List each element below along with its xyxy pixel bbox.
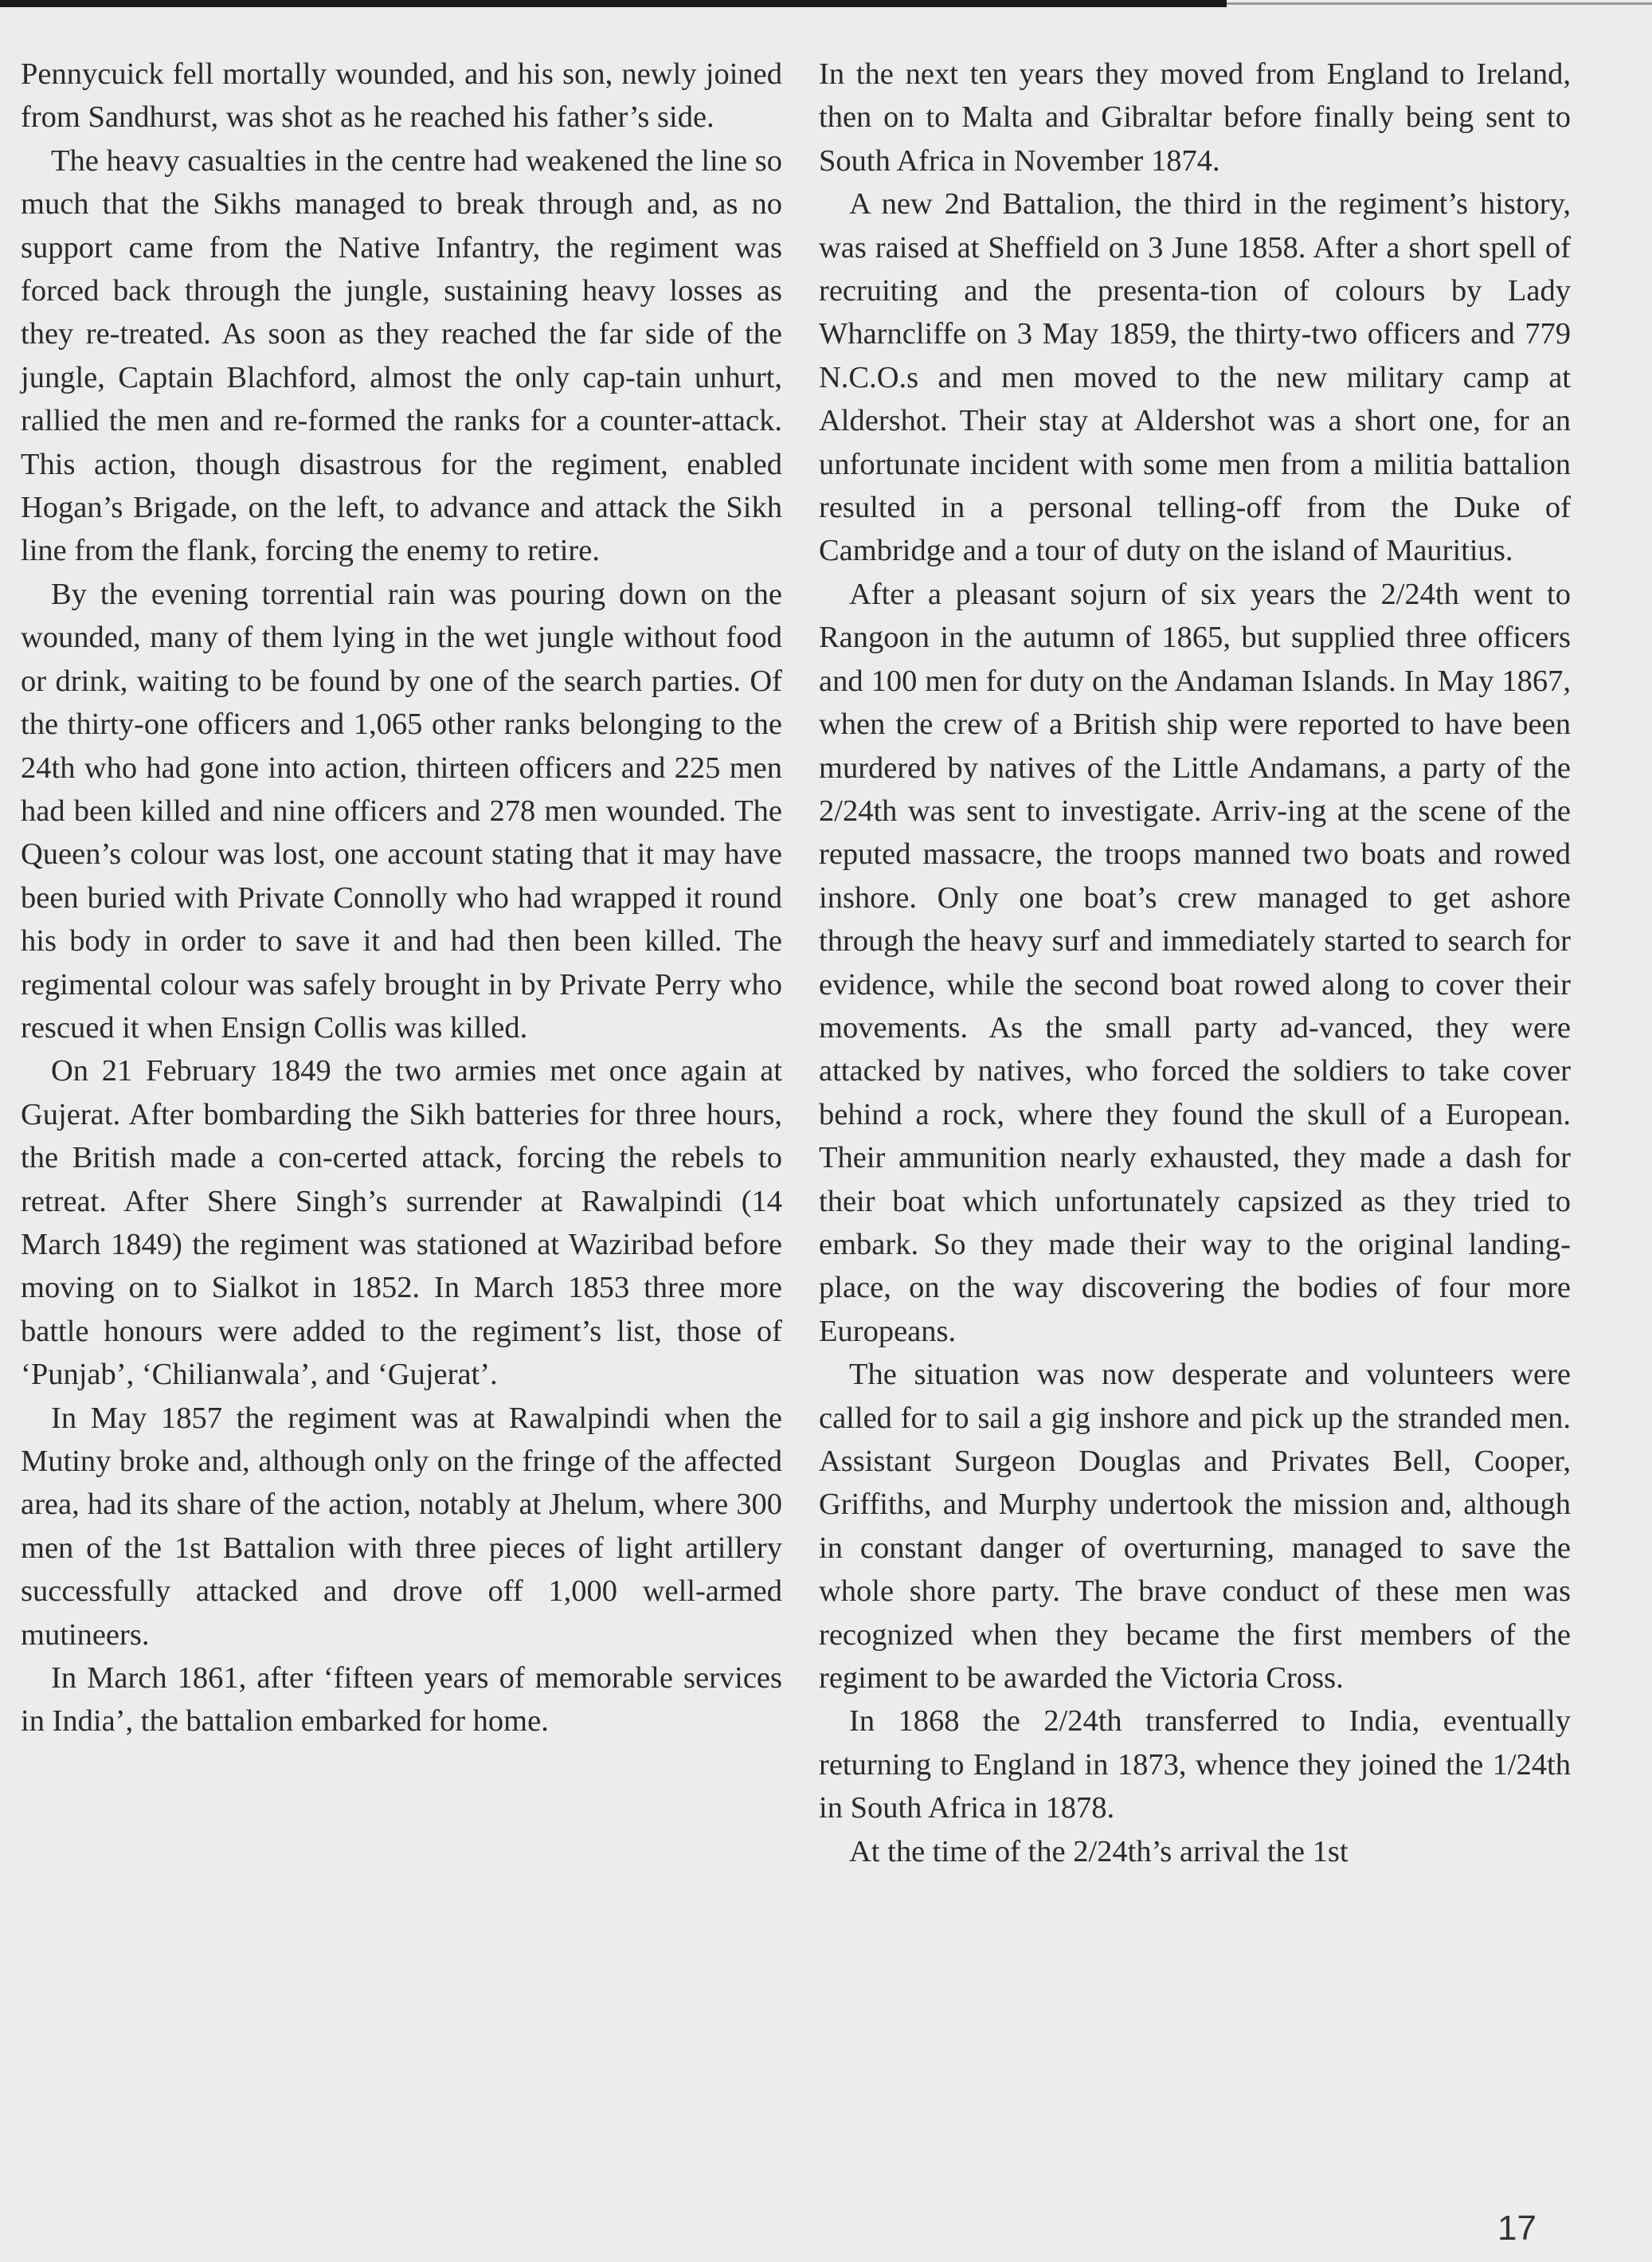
page-number: 17 [1497,2209,1537,2248]
right-column [819,53,1571,1873]
paragraph: After a pleasant sojurn of six years the 2/24th went to Rangoon in the autumn of 1865, but supplied three officers and 100 men for duty on the Andaman Islands. In May 1867, when the crew of a British ship were reported to have been murdered by natives of the Little Andamans, a party of the 2/24th was sent to investigate. Arriv-ing at the scene of the reputed massacre, the troops manned two boats and rowed inshore. Only one boat’s crew managed to get ashore through the heavy surf and immediately started to search for evidence, while the second boat rowed along to cover their movements. As the small party ad-vanced, they were attacked by natives, who forced the soldiers to take cover behind a rock, where they found the skull of a European. Their ammunition nearly exhausted, they made a dash for their boat which unfortunately capsized as they tried to embark. So they made their way to the original landing-place, on the way discovering the bodies of four more Europeans. [819,577,1571,1348]
paragraph: In May 1857 the regiment was at Rawalpindi when the Mutiny broke and, although only on the fringe of the affected area, had its share of the action, notably at Jhelum, where 300 men of the 1st Battalion with three pieces of light artillery successfully attacked and drove off 1,000 well-armed mutineers. [21,1401,782,1652]
top-rule [0,0,1227,7]
paragraph: In the next ten years they moved from England to Ireland, then on to Malta and Gibraltar before finally being sent to South Africa in November 1874. [819,57,1571,178]
paragraph: The situation was now desperate and volunteers were called for to sail a gig inshore and pick up the stranded men. Assistant Surgeon Douglas and Privates Bell, Cooper, Griffiths, and Murphy undertook the mission and, although in constant danger of overturning, managed to save the whole shore party. The brave conduct of these men was recognized when they became the first members of the regiment to be awarded the Victoria Cross. [819,1358,1571,1696]
paragraph: A new 2nd Battalion, the third in the regiment’s history, was raised at Sheffield on 3 June 1858. After a short spell of recruiting and the presenta-tion of colours by Lady Wharncliffe on 3 May 1859, the thirty-two officers and 779 N.C.O.s and men moved to the new military camp at Aldershot. Their stay at Aldershot was a short one, for an unfortunate incident with some men from a militia battalion resulted in a personal telling-off from the Duke of Cambridge and a tour of duty on the island of Mauritius. [819,187,1571,568]
left-column [21,53,782,1743]
paragraph: At the time of the 2/24th’s arrival the 1st [849,1834,1349,1868]
paragraph: In 1868 the 2/24th transferred to India, eventually returning to England in 1873, whence they joined the 1/24th in South Africa in 1878. [819,1704,1571,1825]
top-rule-faint [1227,2,1652,5]
paragraph: On 21 February 1849 the two armies met once again at Gujerat. After bombarding the Sikh batteries for three hours, the British made a con-certed attack, forcing the rebels to retreat. After Shere Singh’s surrender at Rawalpindi (14 March 1849) the regiment was stationed at Waziribad before moving on to Sialkot in 1852. In March 1853 three more battle honours were added to the regiment’s list, those of ‘Punjab’, ‘Chilianwala’, and ‘Gujerat’. [21,1054,782,1392]
paragraph: In March 1861, after ‘fifteen years of memorable services in India’, the battalion embarked for home. [21,1661,782,1739]
paragraph: By the evening torrential rain was pouring down on the wounded, many of them lying in the wet jungle without food or drink, waiting to be found by one of the search parties. Of the thirty-one officers and 1,065 other ranks belonging to the 24th who had gone into action, thirteen officers and 225 men had been killed and nine officers and 278 men wounded. The Queen’s colour was lost, one account stating that it may have been buried with Private Connolly who had wrapped it round his body in order to save it and had then been killed. The regimental colour was safely brought in by Private Perry who rescued it when Ensign Collis was killed. [21,577,782,1045]
paragraph: Pennycuick fell mortally wounded, and his son, newly joined from Sandhurst, was shot as he reached his father’s side. [21,57,782,135]
paragraph: The heavy casualties in the centre had weakened the line so much that the Sikhs managed to break through and, as no support came from the Native Infantry, the regiment was forced back through the jungle, sustaining heavy losses as they re-treated. As soon as they reached the far side of the jungle, Captain Blachford, almost the only cap-tain unhurt, rallied the men and re-formed the ranks for a counter-attack. This action, though disastrous for the regiment, enabled Hogan’s Brigade, on the left, to advance and attack the Sikh line from the flank, forcing the enemy to retire. [21,143,782,568]
